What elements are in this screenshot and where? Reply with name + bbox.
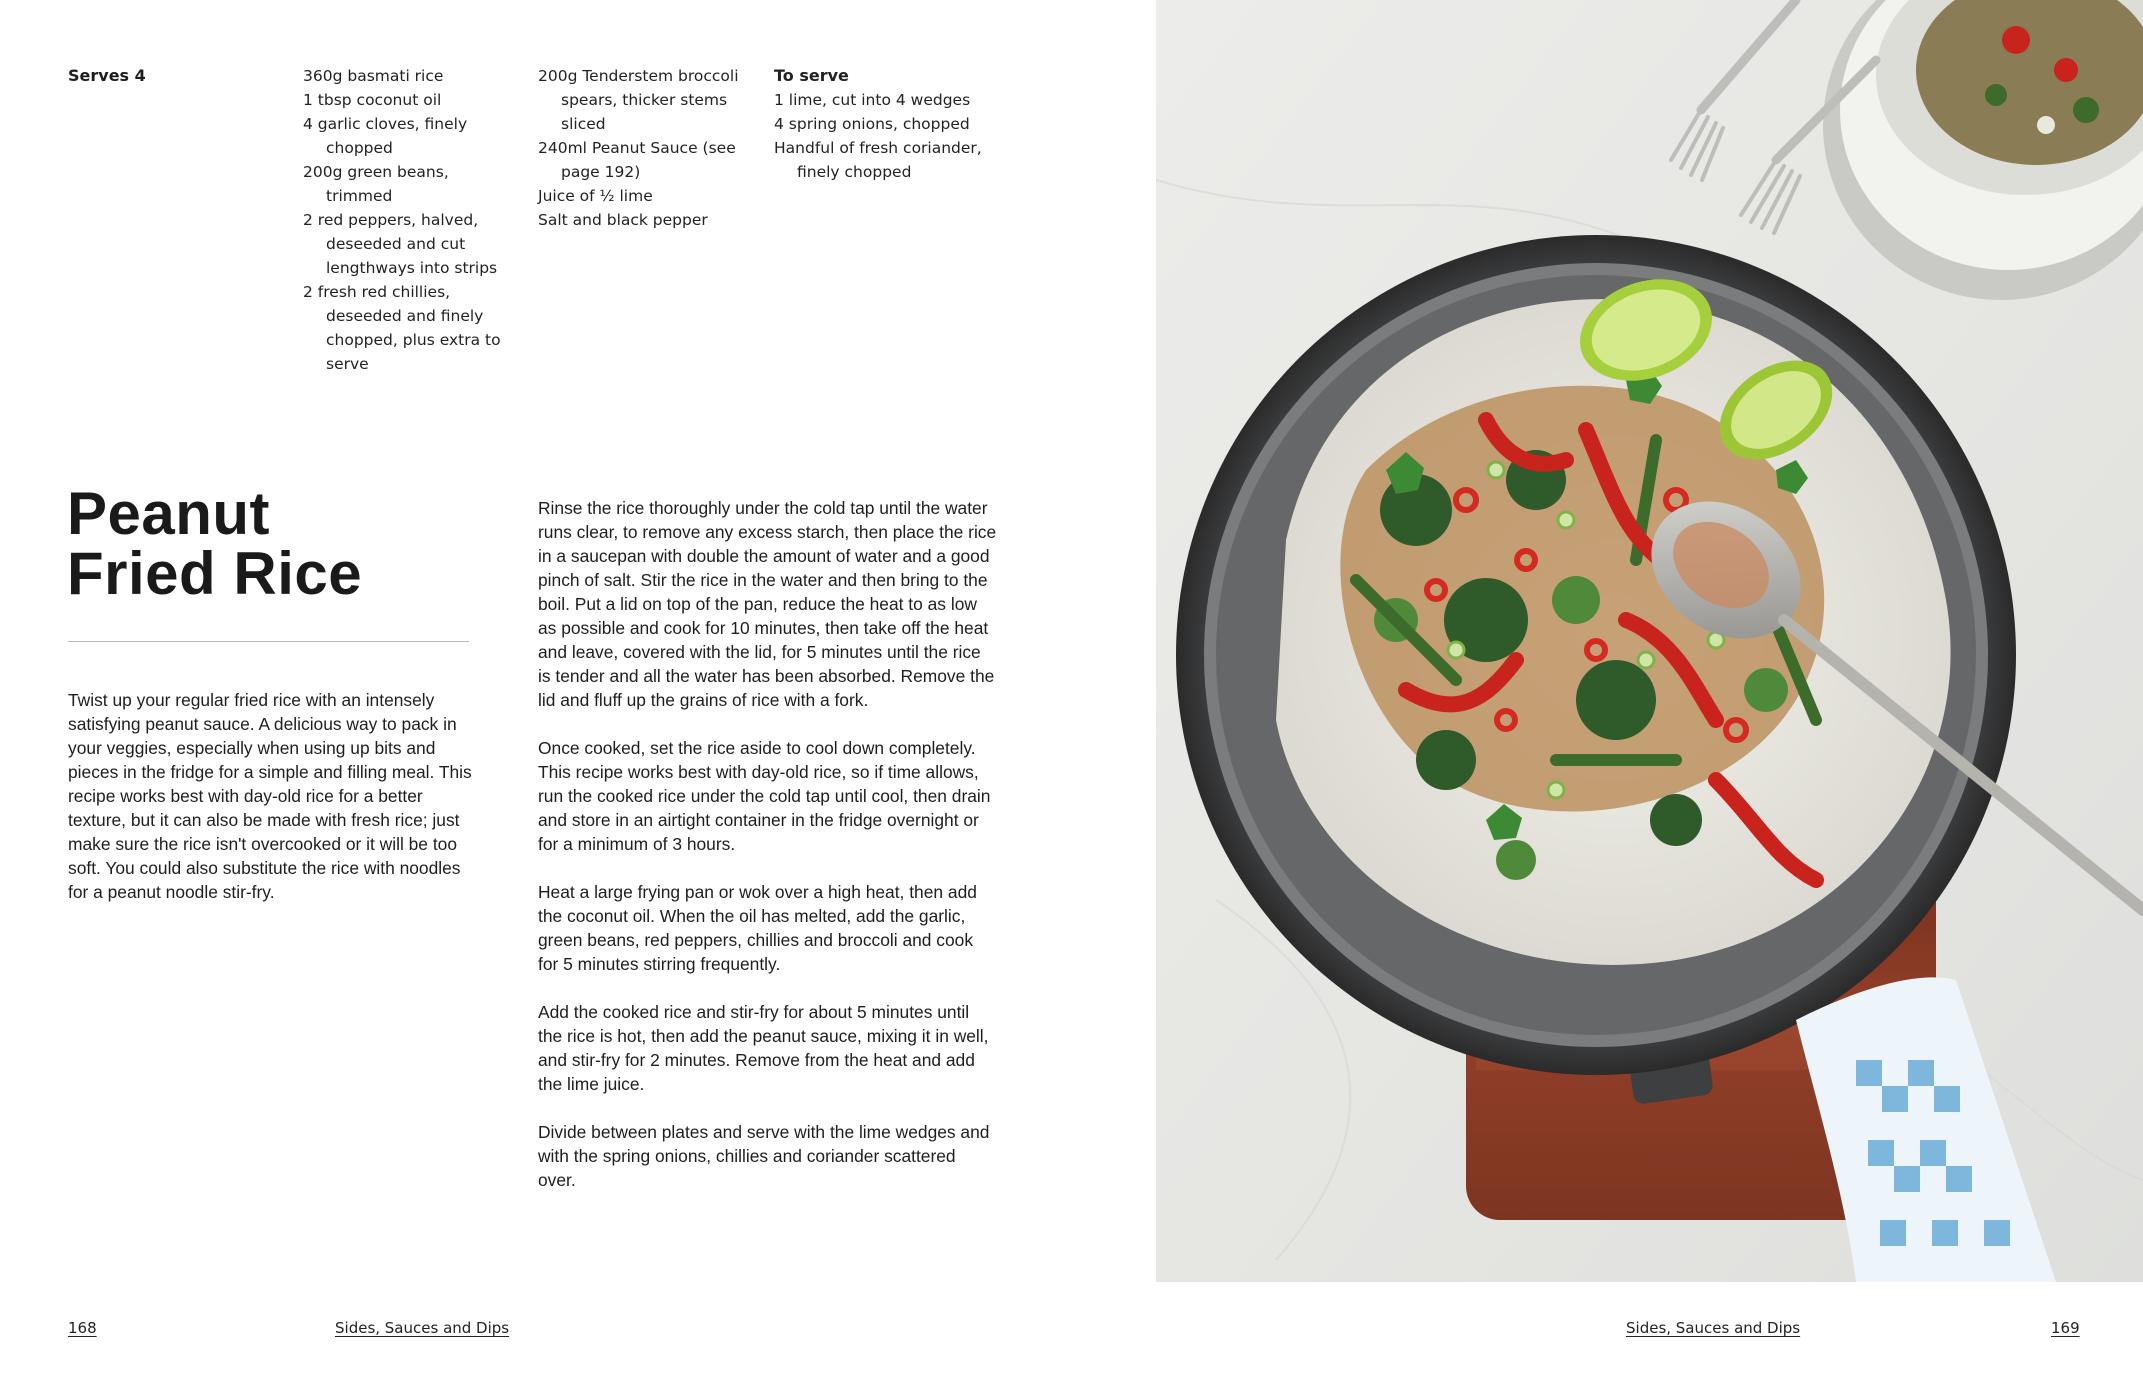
ingredient-item: 240ml Peanut Sauce (see page 192) xyxy=(538,139,736,181)
method-steps xyxy=(538,496,998,1216)
method-step: Divide between plates and serve with the lime wedges and with the spring onions, chillies and coriander scattered over. xyxy=(538,1122,990,1190)
ingredient-item: Juice of ½ lime xyxy=(538,187,653,205)
ingredient-item: 2 red peppers, halved, deseeded and cut lengthways into strips xyxy=(303,211,498,277)
ingredient-item: 4 garlic cloves, finely chopped xyxy=(303,115,468,157)
title-line-1: Peanut xyxy=(67,480,271,547)
recipe-photo xyxy=(1156,0,2143,1282)
method-step: Add the cooked rice and stir-fry for about 5 minutes until the rice is hot, then add the peanut sauce, mixing it in well, and stir-fry for 2 minutes. Remove from the heat and add the lime juice. xyxy=(538,1002,989,1094)
ingredient-item: 2 fresh red chillies, deseeded and finely chopped, plus extra to serve xyxy=(303,283,501,373)
ingredient-item: 1 tbsp coconut oil xyxy=(303,91,442,109)
to-serve-item: Handful of fresh coriander, finely chopped xyxy=(774,139,982,181)
section-link-left[interactable]: Sides, Sauces and Dips xyxy=(335,1319,510,1337)
page-number-left: 168 xyxy=(68,1319,97,1337)
section-link-right[interactable]: Sides, Sauces and Dips xyxy=(1626,1319,1801,1337)
food-photo-illustration xyxy=(1156,0,2143,1282)
title-line-2: Fried Rice xyxy=(67,540,363,607)
method-step: Rinse the rice thoroughly under the cold tap until the water runs clear, to remove any excess starch, then place the rice in a saucepan with double the amount of water and a good pinch of salt. Stir the rice in the water and then bring to the boil. Put a lid on top of the pan, reduce the heat to as low as possible and cook for 10 minutes, then take off the heat and leave, covered with the lid, for 5 minutes until the rice is tender and all the water has been absorbed. Remove the lid and fluff up the grains of rice with a fork. xyxy=(538,498,997,710)
title-divider xyxy=(68,641,469,642)
method-step: Once cooked, set the rice aside to cool down completely. This recipe works best with day-old rice, so if time allows, run the cooked rice under the cold tap until cool, then drain and store in an airtight container in the fridge overnight or for a minimum of 3 hours. xyxy=(538,738,991,854)
method-step: Heat a large frying pan or wok over a high heat, then add the coconut oil. When the oil has melted, add the garlic, green beans, red peppers, chillies and broccoli and cook for 5 minutes stirring frequently. xyxy=(538,882,977,974)
to-serve-item: 1 lime, cut into 4 wedges xyxy=(774,91,971,109)
recipe-title xyxy=(67,480,487,607)
to-serve-heading: To serve xyxy=(774,66,849,85)
page-number-right: 169 xyxy=(2051,1319,2080,1337)
serves-label: Serves 4 xyxy=(68,66,146,85)
ingredient-item: 200g green beans, trimmed xyxy=(303,163,449,205)
to-serve-item: 4 spring onions, chopped xyxy=(774,115,970,133)
ingredient-item: 360g basmati rice xyxy=(303,67,444,85)
to-serve-column xyxy=(774,64,994,184)
ingredients-column-1 xyxy=(303,64,513,376)
ingredient-item: 200g Tenderstem broccoli spears, thicker stems sliced xyxy=(538,67,739,133)
ingredients-column-2 xyxy=(538,64,748,232)
ingredient-item: Salt and black pepper xyxy=(538,211,708,229)
recipe-intro: Twist up your regular fried rice with an intensely satisfying peanut sauce. A delicious way to pack in your veggies, especially when using up bits and pieces in the fridge for a simple and filling meal. This recipe works best with day-old rice for a better texture, but it can also be made with fresh rice; just make sure the rice isn't overcooked or it will be too soft. You could also substitute the rice with noodles for a peanut noodle stir-fry. xyxy=(68,690,472,902)
